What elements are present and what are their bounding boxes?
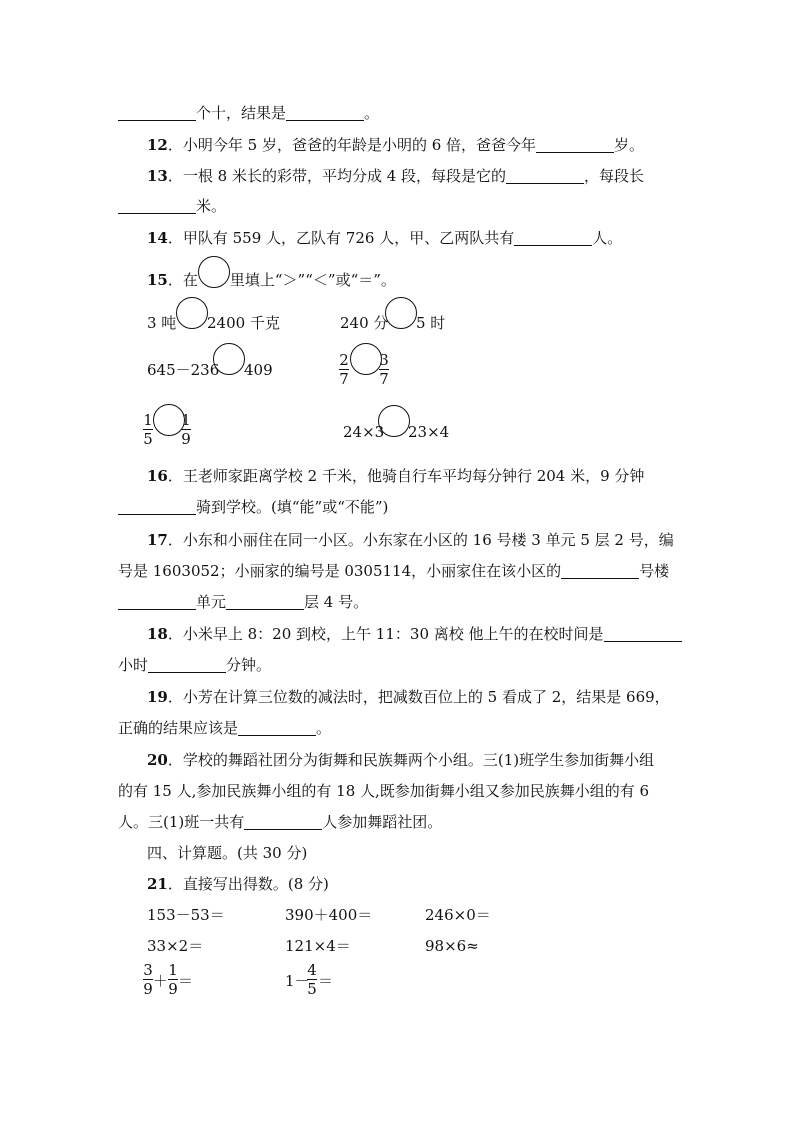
question-19 — [147, 687, 670, 707]
denominator: 5 — [143, 430, 153, 448]
question-14 — [147, 228, 622, 248]
answer-blank[interactable] — [244, 813, 322, 830]
q20-text-d: 人参加舞蹈社团。 — [322, 813, 443, 831]
numerator: 1 — [168, 961, 178, 979]
question-13 — [147, 166, 644, 186]
answer-blank[interactable] — [226, 593, 304, 610]
answer-blank[interactable] — [604, 625, 682, 642]
q13-text-b: ，每段长 — [584, 167, 645, 185]
question-15 — [147, 270, 396, 290]
question-18 — [147, 624, 682, 644]
q15-b-left: 240 分 — [340, 314, 389, 332]
calc-item-prefix: 1－ — [285, 972, 310, 990]
q15-a-left: 3 吨 — [147, 314, 177, 332]
denominator: 7 — [379, 370, 389, 388]
q19-text-c: 。 — [316, 719, 332, 737]
q11-line — [118, 103, 379, 123]
question-20 — [147, 750, 654, 770]
q12-text-a: ．小明今年 5 岁，爸爸的年龄是小明的 6 倍，爸爸今年 — [167, 136, 537, 154]
answer-blank[interactable] — [561, 562, 639, 579]
q15-f-right: 23×4 — [408, 423, 450, 441]
section-title: 四、计算题。(共 30 分) — [147, 844, 308, 862]
q11-text-b: 。 — [364, 104, 380, 122]
fraction — [143, 962, 153, 997]
q18-text-c: 分钟。 — [226, 656, 272, 674]
denominator: 5 — [307, 980, 317, 998]
q15-c-right: 409 — [244, 361, 273, 379]
q16-text-b: 骑到学校。(填“能”或“不能”) — [196, 498, 389, 516]
q17-text-e: 层 4 号。 — [304, 593, 369, 611]
equals-sign: ＝ — [318, 972, 334, 990]
question-17 — [147, 530, 674, 550]
numerator: 1 — [143, 411, 153, 429]
numerator: 2 — [339, 351, 349, 369]
question-number: 21 — [147, 875, 168, 893]
q14-text-a: ．甲队有 559 人，乙队有 726 人，甲、乙两队共有 — [167, 229, 515, 247]
numerator: 3 — [143, 961, 153, 979]
q17-text-b: 号是 1603052；小丽家的编号是 0305114，小丽家住在该小区的 — [118, 562, 562, 580]
answer-blank[interactable] — [118, 197, 196, 214]
q17-text-a: ．小东和小丽住在同一小区。小东家在小区的 16 号楼 3 单元 5 层 2 号，编 — [167, 531, 674, 549]
answer-blank[interactable] — [536, 136, 614, 153]
q15-b-right: 5 时 — [416, 314, 446, 332]
question-19-line2 — [118, 718, 331, 738]
question-18-line2 — [118, 655, 271, 675]
question-20-line2: 的有 15 人,参加民族舞小组的有 18 人,既参加街舞小组又参加民族舞小组的有 6 — [118, 782, 650, 800]
q13-text-a: ．一根 8 米长的彩带，平均分成 4 段，每段是它的 — [167, 167, 507, 185]
answer-blank[interactable] — [148, 656, 226, 673]
question-16 — [147, 466, 644, 486]
q20-text-a: ．学校的舞蹈社团分为街舞和民族舞两个小组。三(1)班学生参加街舞小组 — [167, 751, 655, 769]
calc-item: 246×0＝ — [425, 906, 491, 924]
fraction — [168, 962, 178, 997]
question-17-line2 — [118, 561, 669, 581]
q15-c-left: 645－236 — [147, 361, 220, 379]
q18-text-a: ．小米早上 8：20 到校，上午 11：30 离校 他上午的在校时间是 — [167, 625, 604, 643]
compare-circle-c[interactable] — [213, 343, 245, 375]
q19-text-b: 正确的结果应该是 — [118, 719, 239, 737]
q16-text-a: ．王老师家距离学校 2 千米，他骑自行车平均每分钟行 204 米，9 分钟 — [167, 467, 645, 485]
fraction — [181, 412, 191, 447]
q15-a-right: 2400 千克 — [207, 314, 280, 332]
q17-text-d: 单元 — [196, 593, 227, 611]
compare-circle-d[interactable] — [350, 343, 382, 375]
q17-text-c: 号楼 — [639, 562, 670, 580]
question-number: 20 — [147, 751, 168, 769]
q15-text-b: 里填上“＞”“＜”或“＝”。 — [229, 271, 396, 289]
q15-f-left: 24×3 — [343, 423, 385, 441]
compare-circle-a[interactable] — [176, 297, 208, 329]
numerator: 3 — [379, 351, 389, 369]
fraction — [379, 352, 389, 387]
q12-text-b: 岁。 — [614, 136, 645, 154]
denominator: 7 — [339, 370, 349, 388]
compare-circle-f[interactable] — [378, 405, 410, 437]
denominator: 9 — [168, 980, 178, 998]
answer-blank[interactable] — [238, 719, 316, 736]
q14-text-b: 人。 — [592, 229, 623, 247]
question-number: 16 — [147, 467, 168, 485]
answer-blank[interactable] — [506, 167, 584, 184]
q19-text-a: ．小芳在计算三位数的减法时，把减数百位上的 5 看成了 2，结果是 669， — [167, 688, 670, 706]
denominator: 9 — [181, 430, 191, 448]
compare-circle-b[interactable] — [385, 297, 417, 329]
calc-item: 98×6≈ — [425, 937, 479, 955]
question-16-line2 — [118, 497, 388, 517]
q18-text-b: 小时 — [118, 656, 149, 674]
fraction — [339, 352, 349, 387]
plus-sign: ＋ — [153, 972, 169, 990]
calc-item: 33×2＝ — [147, 937, 204, 955]
answer-blank[interactable] — [118, 593, 196, 610]
q11-text-a: 个十，结果是 — [196, 104, 287, 122]
question-number: 18 — [147, 625, 168, 643]
question-number: 17 — [147, 531, 168, 549]
calc-item: 121×4＝ — [285, 937, 351, 955]
fraction — [307, 962, 317, 997]
numerator: 1 — [181, 411, 191, 429]
question-number: 13 — [147, 167, 168, 185]
q15-text-a: ．在 — [167, 271, 198, 289]
denominator: 9 — [143, 980, 153, 998]
compare-circle-sample — [198, 256, 230, 288]
question-number: 12 — [147, 136, 168, 154]
q21-text: ．直接写出得数。(8 分) — [167, 875, 329, 893]
q13-text-c: 米。 — [196, 197, 227, 215]
question-number: 19 — [147, 688, 168, 706]
answer-blank[interactable] — [118, 104, 196, 121]
question-13-line2 — [118, 196, 226, 216]
question-12 — [147, 135, 644, 155]
calc-item: 153－53＝ — [147, 906, 225, 924]
answer-blank[interactable] — [514, 229, 592, 246]
question-number: 15 — [147, 271, 168, 289]
question-21 — [147, 874, 329, 894]
answer-blank[interactable] — [286, 104, 364, 121]
question-number: 14 — [147, 229, 168, 247]
answer-blank[interactable] — [118, 498, 196, 515]
question-17-line3 — [118, 592, 368, 612]
fraction — [143, 412, 153, 447]
calc-item: 390＋400＝ — [285, 906, 373, 924]
numerator: 4 — [307, 961, 317, 979]
equals-sign: ＝ — [178, 972, 194, 990]
q20-text-c: 人。三(1)班一共有 — [118, 813, 245, 831]
question-20-line3 — [118, 812, 442, 832]
